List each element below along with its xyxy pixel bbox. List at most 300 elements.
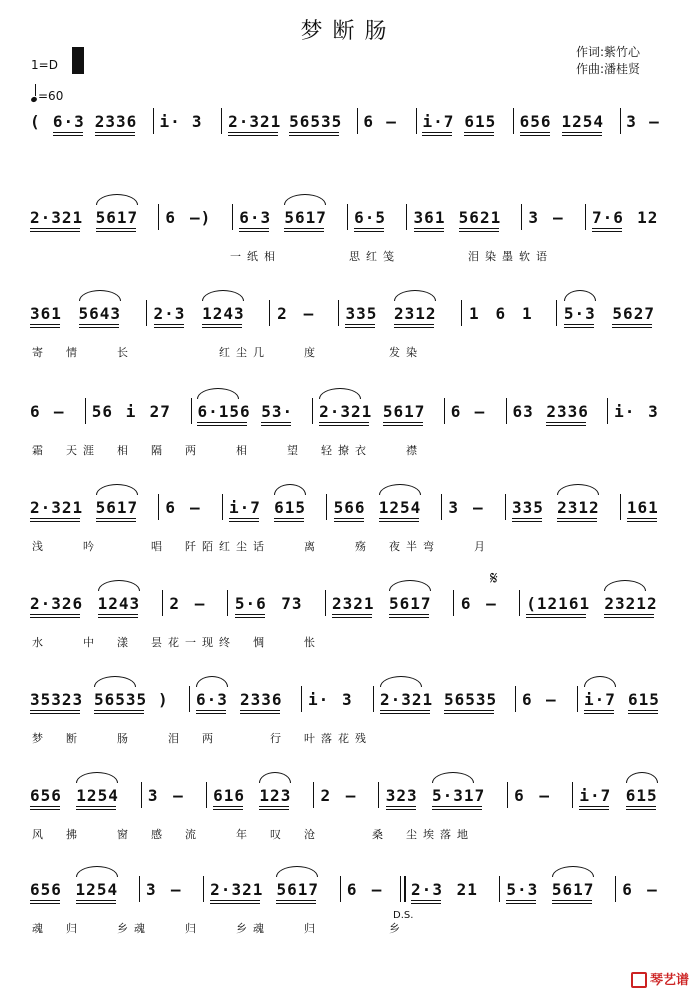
note-group: 1 <box>521 304 533 323</box>
note-group: 6 <box>165 498 176 517</box>
slur-arc <box>76 866 118 877</box>
bar-line <box>515 686 516 712</box>
underline-beam <box>196 710 226 711</box>
quarter-note-icon <box>30 96 37 103</box>
note-group: 6 <box>460 594 472 613</box>
note-group: 5617 <box>95 498 139 517</box>
note-group: 3 <box>528 208 540 227</box>
note-group: 6 <box>450 402 462 421</box>
bar-line <box>461 300 462 326</box>
note-group: ) <box>158 690 169 709</box>
note-group: 2·321 <box>210 880 264 899</box>
note-group: – <box>371 880 383 899</box>
underline-beam <box>389 614 429 615</box>
bar-line <box>357 108 358 134</box>
note-group: 56 <box>91 402 114 421</box>
underline-beam <box>196 713 226 714</box>
note-group: 56535 <box>94 690 148 709</box>
bar-line <box>620 108 621 134</box>
underline-beam <box>30 231 80 232</box>
note-group: 1254 <box>76 786 119 805</box>
bar-line <box>312 398 313 424</box>
underline-beam <box>76 809 116 810</box>
note-group: i·7 <box>579 786 612 805</box>
note-group: – <box>386 112 397 131</box>
underline-beam <box>414 231 444 232</box>
underline-beam <box>239 228 269 229</box>
underline-beam <box>210 903 260 904</box>
note-group: ( <box>30 112 41 131</box>
note-group: 2·321 <box>319 402 373 421</box>
underline-beam <box>414 228 444 229</box>
note-group: – <box>194 594 206 613</box>
bar-line <box>505 494 506 520</box>
bar-line <box>406 204 407 230</box>
underline-beam <box>552 900 592 901</box>
underline-beam <box>228 132 278 133</box>
slur-arc <box>197 388 239 399</box>
underline-beam <box>284 231 324 232</box>
bar-line <box>313 782 314 808</box>
note-group: 2336 <box>240 690 283 709</box>
note-group: 6 <box>363 112 375 131</box>
underline-beam <box>552 903 592 904</box>
slur-arc <box>76 772 118 783</box>
note-group: 2·321 <box>30 498 84 517</box>
note-group: 1254 <box>561 112 605 131</box>
key-signature: 1=D <box>31 58 58 72</box>
underline-beam <box>432 809 482 810</box>
slur-arc <box>379 484 421 495</box>
underline-beam <box>202 327 242 328</box>
note-group: 3 <box>648 402 659 421</box>
slur-arc <box>604 580 646 591</box>
underline-beam <box>584 710 614 711</box>
underline-beam <box>94 713 144 714</box>
note-group: 23212 <box>604 594 658 613</box>
note-group: 6 <box>622 880 633 899</box>
underline-beam <box>154 327 184 328</box>
underline-beam <box>79 327 119 328</box>
note-group: 2·3 <box>153 304 186 323</box>
note-group: 5·317 <box>432 786 486 805</box>
song-title: 梦断肠 <box>300 19 397 44</box>
note-group: 1254 <box>75 880 119 899</box>
underline-beam <box>557 521 597 522</box>
bar-line <box>615 876 616 902</box>
note-group: 361 <box>30 304 62 323</box>
note-group: 1243 <box>97 594 141 613</box>
underline-beam <box>612 327 652 328</box>
underline-beam <box>213 809 243 810</box>
underline-beam <box>229 518 259 519</box>
bar-line <box>227 590 228 616</box>
slur-arc <box>98 580 140 591</box>
underline-beam <box>628 710 658 711</box>
note-group: 7·6 <box>592 208 624 227</box>
note-group: 2336 <box>94 112 138 131</box>
slur-arc <box>96 484 138 495</box>
underline-beam <box>319 422 369 423</box>
note-group: 63 <box>512 402 534 421</box>
note-group: 6 <box>495 304 507 323</box>
note-group: – <box>345 786 357 805</box>
underline-beam <box>53 135 83 136</box>
underline-beam <box>154 324 184 325</box>
slur-arc <box>276 866 318 877</box>
underline-beam <box>261 425 291 426</box>
note-group: – <box>553 208 564 227</box>
bar-line <box>513 108 514 134</box>
underline-beam <box>30 521 80 522</box>
note-group: 335 <box>345 304 378 323</box>
note-group: 6 <box>514 786 525 805</box>
time-signature <box>72 50 88 78</box>
bar-line <box>141 782 142 808</box>
underline-beam <box>197 422 247 423</box>
bar-line <box>441 494 442 520</box>
underline-beam <box>261 422 291 423</box>
underline-beam <box>284 228 324 229</box>
note-group: 656 <box>30 786 62 805</box>
note-group: 53· <box>261 402 294 421</box>
bar-line <box>507 782 508 808</box>
underline-beam <box>432 806 482 807</box>
underline-beam <box>96 518 136 519</box>
note-group: 616 <box>213 786 246 805</box>
underline-beam <box>584 713 614 714</box>
note-group: – <box>546 690 557 709</box>
underline-beam <box>459 231 499 232</box>
underline-beam <box>289 132 339 133</box>
underline-beam <box>345 327 375 328</box>
note-group: – <box>539 786 551 805</box>
underline-beam <box>464 135 494 136</box>
bar-line <box>189 686 190 712</box>
underline-beam <box>30 809 60 810</box>
underline-beam <box>422 132 452 133</box>
bar-line <box>158 494 159 520</box>
underline-beam <box>380 713 430 714</box>
underline-beam <box>276 900 316 901</box>
underline-beam <box>30 900 60 901</box>
note-group: 6 <box>165 208 176 227</box>
bar-line <box>506 398 507 424</box>
bar-line <box>572 782 573 808</box>
underline-beam <box>354 228 384 229</box>
note-group: – <box>474 402 486 421</box>
underline-beam <box>627 521 657 522</box>
underline-beam <box>564 324 594 325</box>
underline-beam <box>76 806 116 807</box>
bar-line <box>222 494 223 520</box>
underline-beam <box>562 132 602 133</box>
credits <box>576 44 640 78</box>
bar-line <box>221 108 222 134</box>
tempo-mark: =60 <box>31 88 63 103</box>
lyricist-credit: 作词:紫竹心 <box>576 45 641 59</box>
note-group: 12 <box>637 208 659 227</box>
lyrics-line: 水 中 漾 昙花一现终 惆 怅 <box>32 636 321 649</box>
note-group: 2 <box>277 304 288 323</box>
bar-line <box>340 876 341 902</box>
underline-beam <box>345 324 375 325</box>
underline-beam <box>30 903 60 904</box>
note-group: 35323 <box>30 690 84 709</box>
note-group: 3 <box>448 498 460 517</box>
note-group: 6·3 <box>52 112 85 131</box>
underline-beam <box>444 710 494 711</box>
underline-beam <box>274 521 304 522</box>
underline-beam <box>94 710 144 711</box>
note-group: –) <box>189 208 212 227</box>
underline-beam <box>334 521 364 522</box>
underline-beam <box>30 324 60 325</box>
underline-beam <box>235 614 265 615</box>
bar-line <box>139 876 140 902</box>
bar-line <box>301 686 302 712</box>
underline-beam <box>229 521 259 522</box>
note-group: 5617 <box>284 208 327 227</box>
underline-beam <box>30 713 80 714</box>
underline-beam <box>604 614 654 615</box>
note-group: 6·156 <box>197 402 251 421</box>
note-group: 566 <box>333 498 366 517</box>
note-group: 1 <box>469 304 480 323</box>
underline-beam <box>579 806 609 807</box>
logo: 琴艺谱 <box>631 969 689 989</box>
bar-line <box>453 590 454 616</box>
note-group: 2312 <box>394 304 437 323</box>
underline-beam <box>228 135 278 136</box>
note-group: i·7 <box>228 498 261 517</box>
note-group: 161 <box>626 498 659 517</box>
note-group: – <box>486 594 497 613</box>
note-group: – <box>189 498 201 517</box>
slur-arc <box>552 866 594 877</box>
underline-beam <box>239 231 269 232</box>
underline-beam <box>53 132 83 133</box>
slur-arc <box>557 484 599 495</box>
slur-arc <box>284 194 326 205</box>
bar-line <box>404 876 406 902</box>
bar-line <box>85 398 86 424</box>
note-group: 615 <box>628 690 660 709</box>
underline-beam <box>30 228 80 229</box>
underline-beam <box>383 422 423 423</box>
slur-arc <box>202 290 244 301</box>
note-group: 2 <box>320 786 332 805</box>
note-group: 5627 <box>612 304 655 323</box>
underline-beam <box>626 806 656 807</box>
note-group: 615 <box>274 498 306 517</box>
underline-beam <box>627 518 657 519</box>
note-group: 2·321 <box>30 208 84 227</box>
note-group: 123 <box>259 786 292 805</box>
note-group: 3 <box>342 690 353 709</box>
note-group: 5617 <box>276 880 319 899</box>
bar-line <box>607 398 608 424</box>
underline-beam <box>332 614 372 615</box>
underline-beam <box>546 422 586 423</box>
underline-beam <box>612 324 652 325</box>
note-group: 6·5 <box>354 208 386 227</box>
underline-beam <box>197 425 247 426</box>
underline-beam <box>512 521 542 522</box>
underline-beam <box>422 135 452 136</box>
note-group: 5·3 <box>563 304 596 323</box>
underline-beam <box>30 327 60 328</box>
note-group: 2321 <box>331 594 375 613</box>
note-group: – <box>647 880 658 899</box>
note-group: 5617 <box>389 594 432 613</box>
lyrics-line: 魂 归 乡魂 归 乡魂 归 乡 <box>32 922 406 935</box>
underline-beam <box>76 900 116 901</box>
bar-line <box>158 204 159 230</box>
underline-beam <box>332 617 372 618</box>
underline-beam <box>383 425 423 426</box>
note-group: 5·6 <box>234 594 267 613</box>
note-group: 3 <box>147 786 159 805</box>
underline-beam <box>379 521 419 522</box>
bar-line <box>153 108 154 134</box>
underline-beam <box>235 617 265 618</box>
note-group: 656 <box>30 880 62 899</box>
underline-beam <box>386 806 416 807</box>
slur-arc <box>79 290 121 301</box>
note-group: – <box>53 402 65 421</box>
underline-beam <box>520 132 550 133</box>
underline-beam <box>95 132 135 133</box>
underline-beam <box>76 903 116 904</box>
note-group: 5617 <box>95 208 139 227</box>
underline-beam <box>512 518 542 519</box>
underline-beam <box>30 518 80 519</box>
underline-beam <box>30 806 60 807</box>
slur-arc <box>626 772 658 783</box>
note-group: 2336 <box>546 402 589 421</box>
note-group: 5621 <box>458 208 502 227</box>
bar-line <box>378 782 379 808</box>
underline-beam <box>334 518 364 519</box>
underline-beam <box>354 231 384 232</box>
lyrics-line: 霜 天涯 相 隔 两 相 望 轻撩衣 襟 <box>32 444 423 457</box>
note-group: 6 <box>346 880 358 899</box>
underline-beam <box>98 614 138 615</box>
composer-credit: 作曲:潘桂贤 <box>576 62 641 76</box>
note-group: 2·321 <box>228 112 282 131</box>
note-group: – <box>170 880 182 899</box>
underline-beam <box>96 521 136 522</box>
lyrics-line: 浅 吟 唱 阡陌红尘话 离 殇 夜半弯 月 <box>32 540 491 553</box>
note-group: 1243 <box>202 304 245 323</box>
bar-line <box>347 204 348 230</box>
note-group: 2312 <box>557 498 600 517</box>
underline-beam <box>386 809 416 810</box>
underline-beam <box>30 710 80 711</box>
underline-beam <box>380 710 430 711</box>
bar-line <box>521 204 522 230</box>
note-group: 6 <box>522 690 533 709</box>
note-group: 5·3 <box>506 880 539 899</box>
note-group: – <box>303 304 315 323</box>
underline-beam <box>394 324 434 325</box>
bar-line <box>326 494 327 520</box>
underline-beam <box>604 617 654 618</box>
underline-beam <box>95 135 135 136</box>
note-group: 1254 <box>378 498 422 517</box>
bar-line <box>620 494 621 520</box>
underline-beam <box>213 806 243 807</box>
underline-beam <box>506 903 536 904</box>
note-group: 5643 <box>78 304 122 323</box>
note-group: 27 <box>149 402 171 421</box>
underline-beam <box>626 809 656 810</box>
lyrics-line: 寄 情 长 红尘几 度 发染 <box>32 346 423 359</box>
underline-beam <box>79 324 119 325</box>
note-group: 6 <box>30 402 41 421</box>
note-group: 2·326 <box>30 594 84 613</box>
bar-line <box>556 300 557 326</box>
underline-beam <box>562 135 602 136</box>
note-group: 615 <box>464 112 497 131</box>
slur-arc <box>564 290 596 301</box>
slur-arc <box>96 194 138 205</box>
note-group: 615 <box>625 786 658 805</box>
underline-beam <box>30 617 80 618</box>
underline-beam <box>444 713 494 714</box>
segno-sign: 𝄋 <box>490 568 498 589</box>
slur-arc <box>394 290 436 301</box>
underline-beam <box>526 614 586 615</box>
note-group: 2 <box>169 594 181 613</box>
underline-beam <box>546 425 586 426</box>
underline-beam <box>259 806 289 807</box>
underline-beam <box>210 900 260 901</box>
note-group: i·7 <box>422 112 455 131</box>
slur-arc <box>319 388 361 399</box>
bar-line <box>191 398 192 424</box>
note-group: 656 <box>519 112 552 131</box>
note-group: – <box>473 498 484 517</box>
underline-beam <box>289 135 339 136</box>
note-group: 5617 <box>382 402 426 421</box>
note-group: – <box>173 786 184 805</box>
underline-beam <box>319 425 369 426</box>
note-group: 73 <box>281 594 303 613</box>
underline-beam <box>389 617 429 618</box>
bar-line <box>499 876 500 902</box>
underline-beam <box>506 900 536 901</box>
dal-segno: D.S. <box>393 910 414 921</box>
note-group: i· <box>308 690 330 709</box>
underline-beam <box>564 327 594 328</box>
slur-arc <box>432 772 474 783</box>
note-group: i· <box>614 402 636 421</box>
note-group: (12161 <box>526 594 591 613</box>
underline-beam <box>557 518 597 519</box>
bar-line <box>269 300 270 326</box>
note-group: 56535 <box>444 690 498 709</box>
note-group: 3 <box>191 112 203 131</box>
underline-beam <box>379 518 419 519</box>
underline-beam <box>240 710 280 711</box>
note-group: 5617 <box>551 880 595 899</box>
underline-beam <box>592 231 622 232</box>
slur-arc <box>274 484 306 495</box>
slur-arc <box>584 676 616 687</box>
underline-beam <box>276 903 316 904</box>
